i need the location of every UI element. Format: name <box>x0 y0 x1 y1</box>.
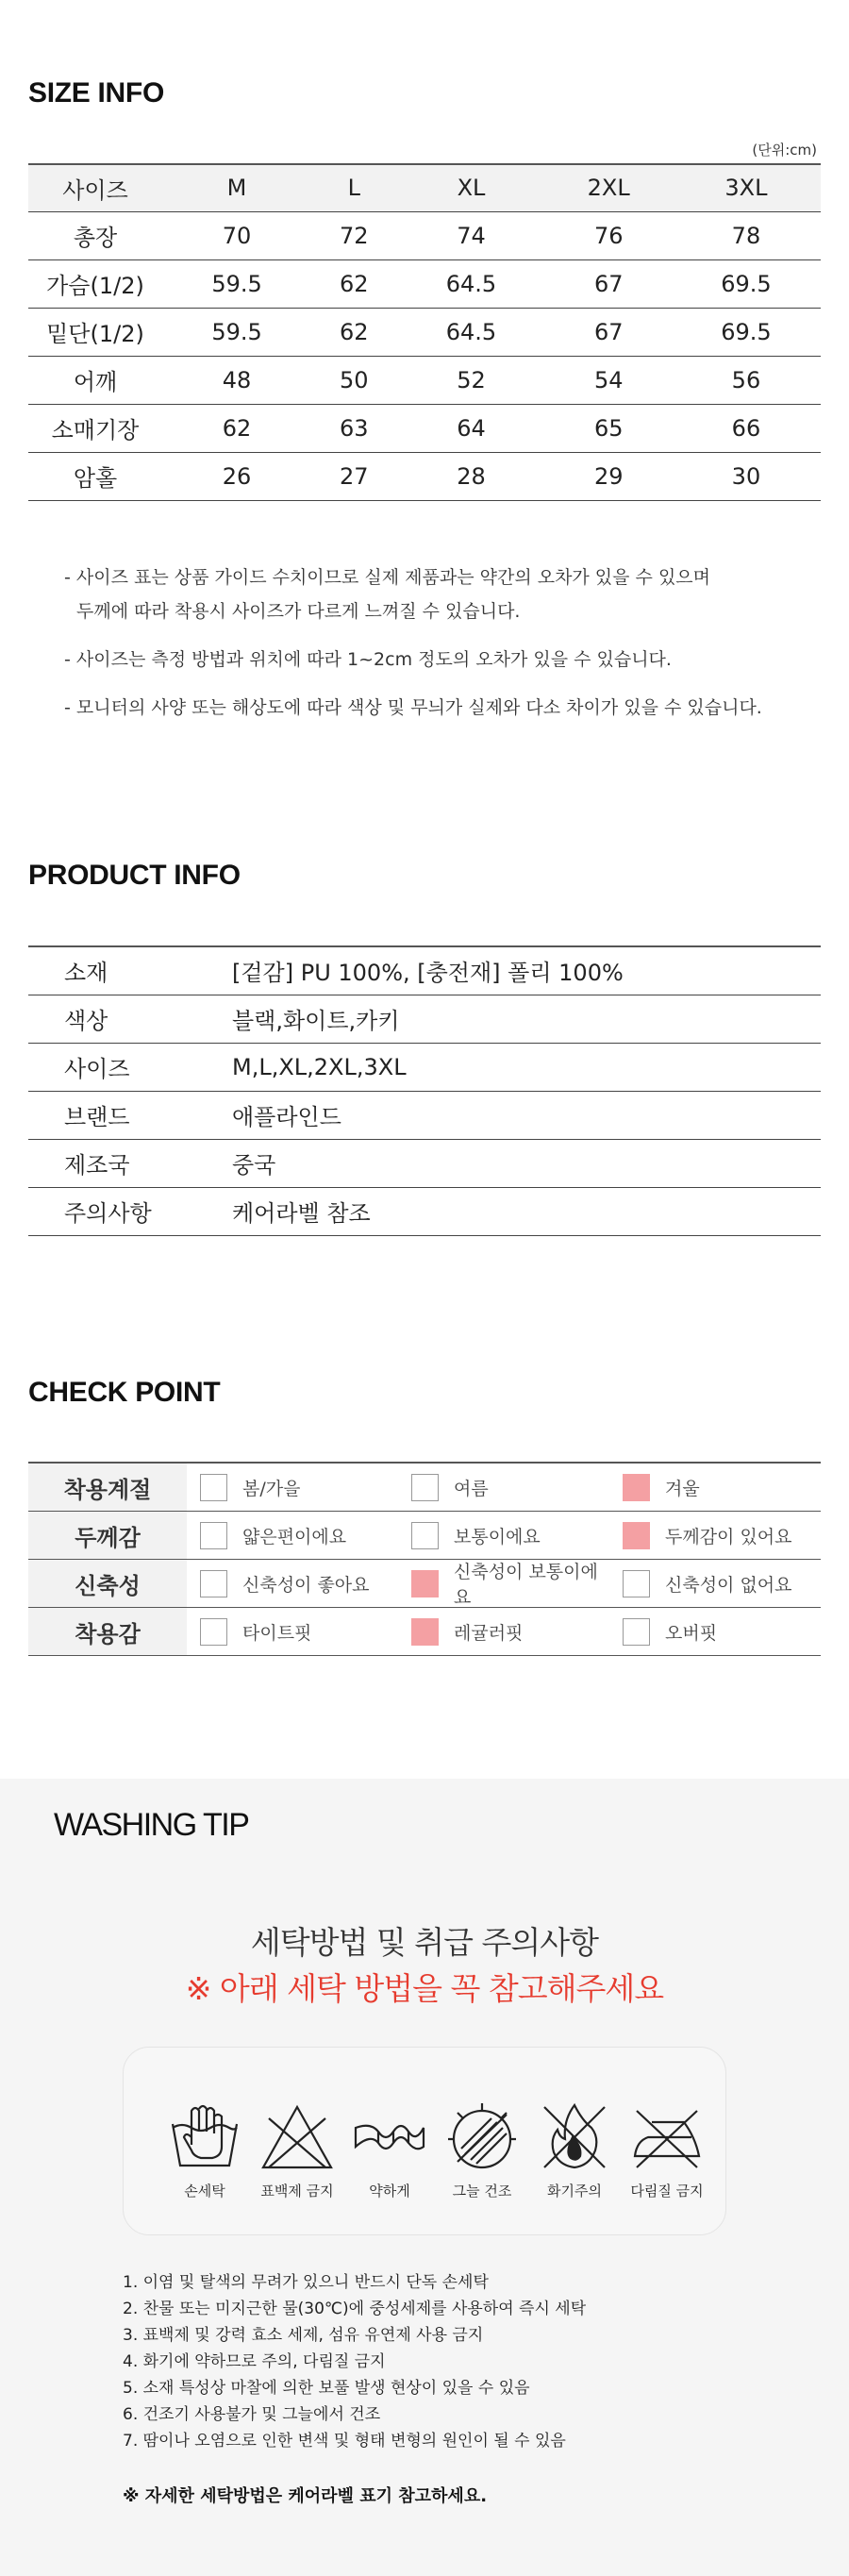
care-label: 화기주의 <box>547 2183 602 2200</box>
unchecked-box <box>200 1522 227 1549</box>
size-cell: 48 <box>162 356 311 404</box>
care-item <box>251 2099 343 2200</box>
size-cell: 26 <box>162 452 311 500</box>
product-value: 블랙,화이트,카키 <box>232 995 821 1043</box>
unit-label: (단위:cm) <box>752 142 817 159</box>
size-row-label: 암홀 <box>28 452 162 500</box>
note-item <box>64 560 762 628</box>
product-value: [겉감] PU 100%, [충전재] 폴리 100% <box>232 946 821 995</box>
check-option <box>187 1570 398 1597</box>
size-cell: 52 <box>396 356 545 404</box>
washing-footnote: ※ 자세한 세탁방법은 케어라벨 표기 참고하세요. <box>123 2486 488 2506</box>
size-cell: 30 <box>672 452 821 500</box>
product-key: 사이즈 <box>28 1043 232 1091</box>
header-cell: XL <box>396 164 545 211</box>
size-cell: 29 <box>546 452 672 500</box>
washing-subtitle: 세탁방법 및 취급 주의사항 <box>250 1924 599 1961</box>
size-cell: 62 <box>162 404 311 452</box>
unchecked-box <box>200 1618 227 1646</box>
size-table <box>28 163 821 501</box>
product-value: 애플라인드 <box>232 1091 821 1139</box>
size-cell: 59.5 <box>162 259 311 308</box>
size-cell: 76 <box>546 211 672 259</box>
note-line: 두께에 따라 착용시 사이즈가 다르게 느껴질 수 있습니다. <box>76 601 521 622</box>
check-row <box>28 1512 821 1560</box>
size-cell: 70 <box>162 211 311 259</box>
care-label: 손세탁 <box>184 2183 225 2200</box>
check-option-label: 오버핏 <box>665 1622 718 1644</box>
product-key: 소재 <box>28 946 232 995</box>
check-key: 신축성 <box>28 1560 187 1607</box>
shade-dry-icon <box>444 2099 520 2175</box>
gentle-wring-icon <box>352 2099 427 2175</box>
size-info-title: SIZE INFO <box>28 77 164 109</box>
checked-box <box>623 1474 650 1501</box>
size-cell: 72 <box>311 211 396 259</box>
unchecked-box <box>200 1570 227 1597</box>
size-cell: 65 <box>546 404 672 452</box>
product-row <box>28 995 821 1043</box>
size-cell: 67 <box>546 259 672 308</box>
care-label: 약하게 <box>369 2183 410 2200</box>
care-item <box>528 2099 621 2200</box>
checked-box <box>623 1522 650 1549</box>
check-option <box>187 1618 398 1646</box>
check-option <box>187 1474 398 1501</box>
product-row <box>28 1091 821 1139</box>
check-option <box>398 1558 609 1609</box>
hand-wash-icon <box>167 2099 242 2175</box>
size-cell: 50 <box>311 356 396 404</box>
size-row <box>28 259 821 308</box>
instruction-item: 6. 건조기 사용불가 및 그늘에서 건조 <box>123 2405 381 2424</box>
size-row <box>28 404 821 452</box>
check-option <box>609 1570 821 1597</box>
size-row-label: 밑단(1/2) <box>28 308 162 356</box>
check-option-label: 타이트핏 <box>242 1622 312 1644</box>
instruction-item: 1. 이염 및 탈색의 무려가 있으니 반드시 단독 손세탁 <box>123 2273 489 2292</box>
instruction-item: 4. 화기에 약하므로 주의, 다림질 금지 <box>123 2352 386 2371</box>
care-label: 표백제 금지 <box>260 2183 334 2200</box>
size-cell: 66 <box>672 404 821 452</box>
check-option-label: 여름 <box>454 1478 489 1499</box>
product-info-title: PRODUCT INFO <box>28 860 241 891</box>
washing-tip-title: WASHING TIP <box>54 1807 249 1843</box>
no-bleach-icon <box>259 2099 335 2175</box>
size-cell: 63 <box>311 404 396 452</box>
product-key: 제조국 <box>28 1139 232 1187</box>
size-notes <box>64 560 762 739</box>
care-item <box>158 2099 251 2200</box>
check-option-label: 두께감이 있어요 <box>665 1526 792 1547</box>
size-table-header <box>28 164 821 211</box>
size-cell: 54 <box>546 356 672 404</box>
size-row-label: 총장 <box>28 211 162 259</box>
check-option-label: 봄/가을 <box>242 1478 301 1499</box>
check-option <box>187 1522 398 1549</box>
check-option-label: 레귤러핏 <box>454 1622 524 1644</box>
instruction-item: 3. 표백제 및 강력 효소 세제, 섬유 유연제 사용 금지 <box>123 2326 484 2345</box>
washing-instructions <box>123 2269 586 2454</box>
product-value: M,L,XL,2XL,3XL <box>232 1043 821 1091</box>
check-option-label: 보통이에요 <box>454 1526 541 1547</box>
product-row <box>28 1043 821 1091</box>
unchecked-box <box>411 1522 439 1549</box>
note-item <box>64 643 762 677</box>
check-key: 착용감 <box>28 1608 187 1655</box>
care-item <box>343 2099 436 2200</box>
check-option <box>398 1474 609 1501</box>
instruction-item: 7. 땀이나 오염으로 인한 변색 및 형태 변형의 원인이 될 수 있음 <box>123 2432 566 2451</box>
header-cell: 사이즈 <box>28 164 162 211</box>
size-cell: 28 <box>396 452 545 500</box>
size-cell: 67 <box>546 308 672 356</box>
check-option-label: 얇은편이에요 <box>242 1526 347 1547</box>
header-cell: M <box>162 164 311 211</box>
product-key: 브랜드 <box>28 1091 232 1139</box>
size-row <box>28 211 821 259</box>
product-key: 색상 <box>28 995 232 1043</box>
washing-warning: ※ 아래 세탁 방법을 꼭 참고해주세요 <box>185 1970 664 2007</box>
header-cell: 3XL <box>672 164 821 211</box>
size-cell: 27 <box>311 452 396 500</box>
size-cell: 64.5 <box>396 308 545 356</box>
size-row-label: 소매기장 <box>28 404 162 452</box>
care-icon-card <box>123 2047 726 2235</box>
note-line: - 모니터의 사양 또는 해상도에 따라 색상 및 무늬가 실제와 다소 차이가 있을 수 있습니다. <box>64 697 762 718</box>
check-key: 두께감 <box>28 1512 187 1559</box>
product-row <box>28 1187 821 1235</box>
check-option-label: 신축성이 없어요 <box>665 1574 792 1596</box>
checked-box <box>411 1618 439 1646</box>
note-line: - 사이즈는 측정 방법과 위치에 따라 1~2cm 정도의 오차가 있을 수 있습니다. <box>64 649 672 670</box>
unchecked-box <box>200 1474 227 1501</box>
header-cell: 2XL <box>546 164 672 211</box>
care-label: 그늘 건조 <box>452 2183 512 2200</box>
size-cell: 64 <box>396 404 545 452</box>
size-cell: 56 <box>672 356 821 404</box>
instruction-item: 2. 찬물 또는 미지근한 물(30℃)에 중성세제를 사용하여 즉시 세탁 <box>123 2300 587 2318</box>
unchecked-box <box>623 1618 650 1646</box>
size-row-label: 어깨 <box>28 356 162 404</box>
note-item <box>64 691 762 725</box>
check-option-label: 겨울 <box>665 1478 700 1499</box>
check-point-table <box>28 1462 821 1656</box>
size-cell: 74 <box>396 211 545 259</box>
product-value: 케어라벨 참조 <box>232 1187 821 1235</box>
product-row <box>28 1139 821 1187</box>
product-table <box>28 945 821 1236</box>
size-cell: 62 <box>311 308 396 356</box>
unchecked-box <box>623 1570 650 1597</box>
check-row <box>28 1560 821 1608</box>
size-cell: 78 <box>672 211 821 259</box>
note-line: - 사이즈 표는 상품 가이드 수치이므로 실제 제품과는 약간의 오차가 있을 수 있으며 <box>64 567 711 588</box>
size-cell: 64.5 <box>396 259 545 308</box>
no-fire-icon <box>537 2099 612 2175</box>
check-option <box>609 1474 821 1501</box>
check-option <box>398 1522 609 1549</box>
washing-tip-section <box>0 1779 849 2576</box>
size-cell: 62 <box>311 259 396 308</box>
product-value: 중국 <box>232 1139 821 1187</box>
size-row <box>28 308 821 356</box>
size-cell: 59.5 <box>162 308 311 356</box>
care-label: 다림질 금지 <box>630 2183 704 2200</box>
check-row <box>28 1464 821 1512</box>
check-option <box>398 1618 609 1646</box>
care-item <box>436 2099 528 2200</box>
size-cell: 69.5 <box>672 308 821 356</box>
care-item <box>621 2099 713 2200</box>
instruction-item: 5. 소재 특성상 마찰에 의한 보풀 발생 현상이 있을 수 있음 <box>123 2379 530 2398</box>
check-point-title: CHECK POINT <box>28 1377 221 1408</box>
size-row <box>28 452 821 500</box>
checked-box <box>411 1570 439 1597</box>
size-row <box>28 356 821 404</box>
check-option-label: 신축성이 보통이에요 <box>454 1562 598 1608</box>
size-row-label: 가슴(1/2) <box>28 259 162 308</box>
check-row <box>28 1608 821 1656</box>
check-option-label: 신축성이 좋아요 <box>242 1574 370 1596</box>
check-key: 착용계절 <box>28 1464 187 1511</box>
unchecked-box <box>411 1474 439 1501</box>
product-key: 주의사항 <box>28 1187 232 1235</box>
check-option <box>609 1522 821 1549</box>
header-cell: L <box>311 164 396 211</box>
check-option <box>609 1618 821 1646</box>
product-row <box>28 946 821 995</box>
size-cell: 69.5 <box>672 259 821 308</box>
no-iron-icon <box>629 2099 705 2175</box>
